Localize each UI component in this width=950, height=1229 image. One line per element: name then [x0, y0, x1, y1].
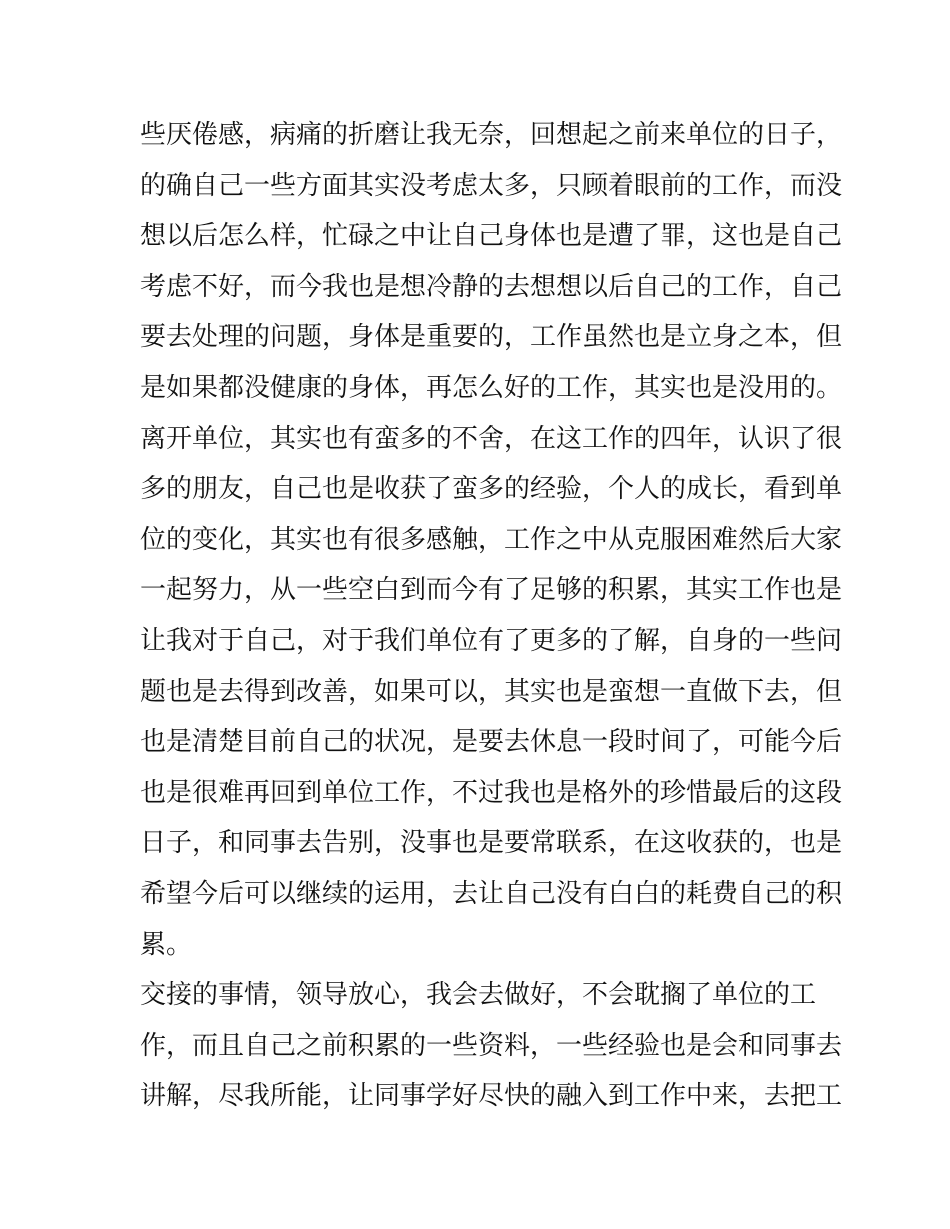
text-line: 讲解，尽我所能，让同事学好尽快的融入到工作中来，去把工	[140, 1081, 843, 1112]
text-line: 也是清楚目前自己的状况，是要去休息一段时间了，可能今后	[140, 727, 843, 758]
text-line: 让我对于自己，对于我们单位有了更多的了解，自身的一些问	[140, 625, 843, 656]
text-line: 考虑不好，而今我也是想冷静的去想想以后自己的工作，自己	[140, 271, 843, 302]
text-line: 多的朋友，自己也是收获了蛮多的经验，个人的成长，看到单	[140, 474, 843, 505]
text-line: 题也是去得到改善，如果可以，其实也是蛮想一直做下去，但	[140, 676, 843, 707]
text-line: 是如果都没健康的身体，再怎么好的工作，其实也是没用的。	[140, 372, 843, 403]
text-line: 一起努力，从一些空白到而今有了足够的积累，其实工作也是	[140, 575, 843, 606]
text-line: 离开单位，其实也有蛮多的不舍，在这工作的四年，认识了很	[140, 423, 843, 454]
text-line: 交接的事情，领导放心，我会去做好，不会耽搁了单位的工	[140, 980, 817, 1011]
text-line: 也是很难再回到单位工作，不过我也是格外的珍惜最后的这段	[140, 777, 843, 808]
text-line: 作，而且自己之前积累的一些资料，一些经验也是会和同事去	[140, 1030, 843, 1061]
text-line: 的确自己一些方面其实没考虑太多，只顾着眼前的工作，而没	[140, 170, 843, 201]
text-line: 想以后怎么样，忙碌之中让自己身体也是遭了罪，这也是自己	[140, 221, 843, 252]
text-line: 要去处理的问题，身体是重要的，工作虽然也是立身之本，但	[140, 322, 843, 353]
text-line: 日子，和同事去告别，没事也是要常联系，在这收获的，也是	[140, 828, 843, 859]
text-line: 位的变化，其实也有很多感触，工作之中从克服困难然后大家	[140, 524, 843, 555]
text-line: 些厌倦感，病痛的折磨让我无奈，回想起之前来单位的日子，	[140, 120, 843, 150]
text-line: 累。	[140, 929, 193, 960]
document-body	[140, 110, 843, 1122]
text-line: 希望今后可以继续的运用，去让自己没有白白的耗费自己的积	[140, 878, 843, 909]
